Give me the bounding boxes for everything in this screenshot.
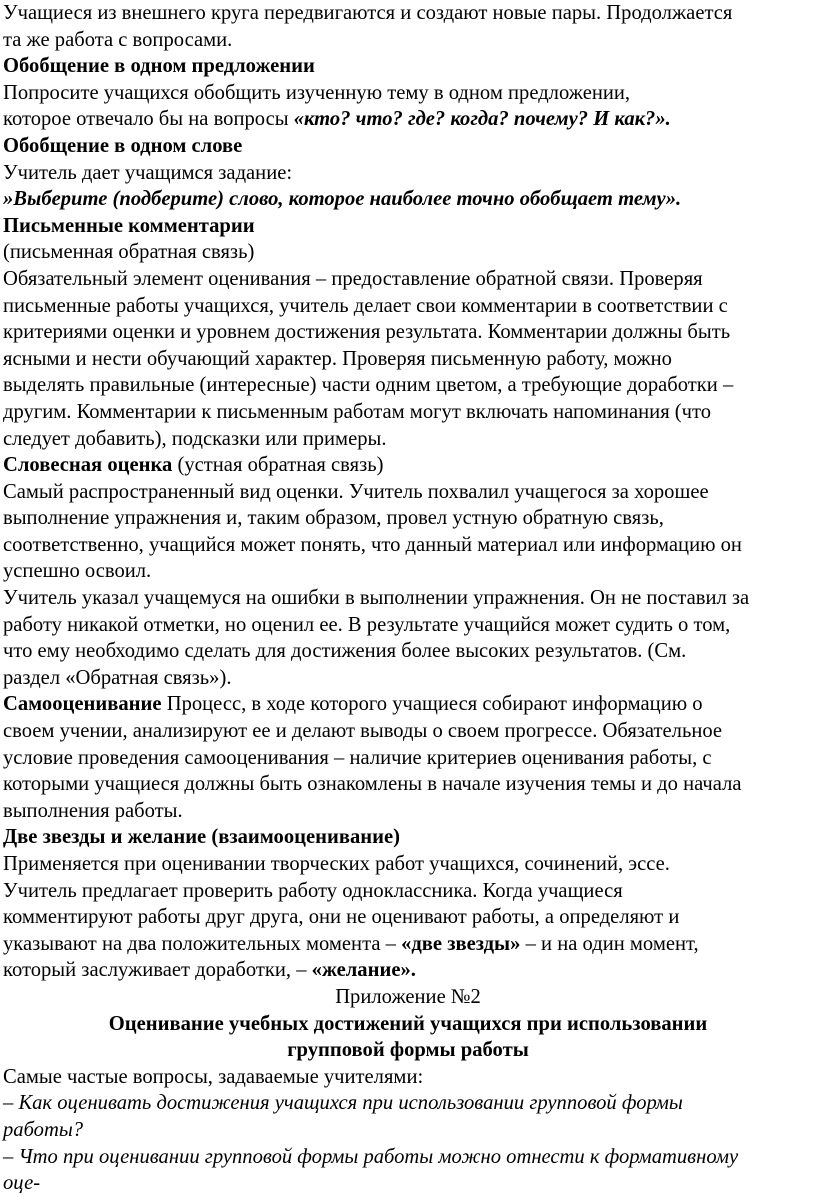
text-line: Самые частые вопросы, задаваемые учителями: [3,1065,424,1088]
text-line: выполнения работы. [3,799,183,822]
appendix-title [3,1011,813,1038]
text-run: Процесс, в ходе которого учащиеся собирают информацию о [161,693,703,716]
faq-text: оце- [3,1172,41,1195]
text-line: критериями оценки и уровнем достижения результата. Комментарии должны быть [3,321,731,344]
text-line: что ему необходимо сделать для достижения более высоких результатов. (См. [3,640,687,663]
heading-text: Самооценивание [3,693,162,716]
text-line: письменные работы учащихся, учитель делает свои комментарии в соответствии с [3,294,728,317]
text-run: (устная обратная связь) [172,454,384,477]
appendix-title-line: групповой формы работы [287,1039,529,1062]
heading-sentence-summary [3,53,813,80]
faq-item [3,1090,813,1117]
text-line [3,186,813,213]
text-line: своем учении, анализируют ее и делают выводы о своем прогрессе. Обязательное [3,720,723,743]
text-line: Учитель указал учащемуся на ошибки в выполнении упражнения. Он не поставил за [3,587,750,610]
text-line: соответственно, учащийся может понять, что данный материал или информацию он [3,533,742,556]
text-line: выполнение упражнения и, таким образом, провел устную обратную связь, [3,507,664,530]
text-line: та же работа с вопросами. [3,28,233,51]
heading-text: Обобщение в одном слове [3,134,243,157]
heading-text: Две звезды и желание (взаимооценивание) [3,826,401,849]
faq-item [3,1117,813,1144]
text-line: Самый распространенный вид оценки. Учитель похвалил учащегося за хорошее [3,480,709,503]
text-line: успешно освоил. [3,560,152,583]
heading-text: Словесная оценка [3,454,173,477]
heading-written-comments [3,213,813,240]
faq-item [3,1144,813,1171]
text-line: которыми учащиеся должны быть ознакомлены в начале изучения темы и до начала [3,773,742,796]
two-stars-emphasis: «две звезды» [401,932,521,955]
text-line: Учащиеся из внешнего круга передвигаются и создают новые пары. Продолжается [3,2,733,24]
faq-text: – Что при оценивании групповой формы работы можно отнести к формативному [3,1145,739,1168]
heading-two-stars [3,824,813,851]
text-line: условие проведения самооценивания – наличие критериев оценивания работы, с [3,746,712,769]
text-line [3,957,813,984]
text-line: комментируют работы друг друга, они не оценивают работы, а определяют и [3,906,680,929]
text-line: работу никакой отметки, но оценил ее. В результате учащийся может судить о том, [3,613,731,636]
text-line: Попросите учащихся обобщить изученную тему в одном предложении, [3,81,631,104]
text-line: (письменная обратная связь) [3,241,255,264]
text-line [3,931,813,958]
appendix-title [3,1037,813,1064]
heading-text: Обобщение в одном предложении [3,55,315,78]
text-line [3,106,813,133]
text-line: следует добавить), подсказки или примеры. [3,427,387,450]
heading-word-summary [3,133,813,160]
task-emphasis: »Выберите (подберите) слово, которое наиболее точно обобщает тему». [3,188,682,211]
text-run: указывают на два положительных момента – [3,932,402,955]
text-line: другим. Комментарии к письменным работам могут включать напоминания (что [3,400,712,423]
heading-text: Письменные комментарии [3,214,255,237]
faq-item [3,1170,813,1197]
text-line: ясными и нести обучающий характер. Проверяя письменную работу, можно [3,347,672,370]
text-line: раздел «Обратная связь»). [3,666,232,689]
text-line: Учитель предлагает проверить работу одноклассника. Когда учащиеся [3,879,623,902]
heading-verbal-assessment [3,452,813,479]
text-run: – и на один момент, [520,932,699,955]
text-line: Применяется при оценивании творческих работ учащихся, сочинений, эссе. [3,853,670,875]
text-run: который заслуживает доработки, – [3,959,312,982]
questions-emphasis: «кто? что? где? когда? почему? И как?». [293,108,671,131]
appendix-title-line: Оценивание учебных достижений учащихся при использовании [108,1012,708,1035]
faq-text: – Как оценивать достижения учащихся при использовании групповой формы [3,1092,683,1115]
text-line: Учитель дает учащимся задание: [3,161,293,184]
heading-self-assessment [3,691,813,718]
wish-emphasis: «желание». [311,959,416,982]
appendix-label: Приложение №2 [335,985,481,1008]
text-line: выделять правильные (интересные) части одним цветом, а требующие доработки – [3,374,734,397]
text-line: Обязательный элемент оценивания – предоставление обратной связи. Проверяя [3,267,703,290]
faq-text: работы? [3,1118,84,1141]
text-run: которое отвечало бы на вопросы [3,108,294,131]
